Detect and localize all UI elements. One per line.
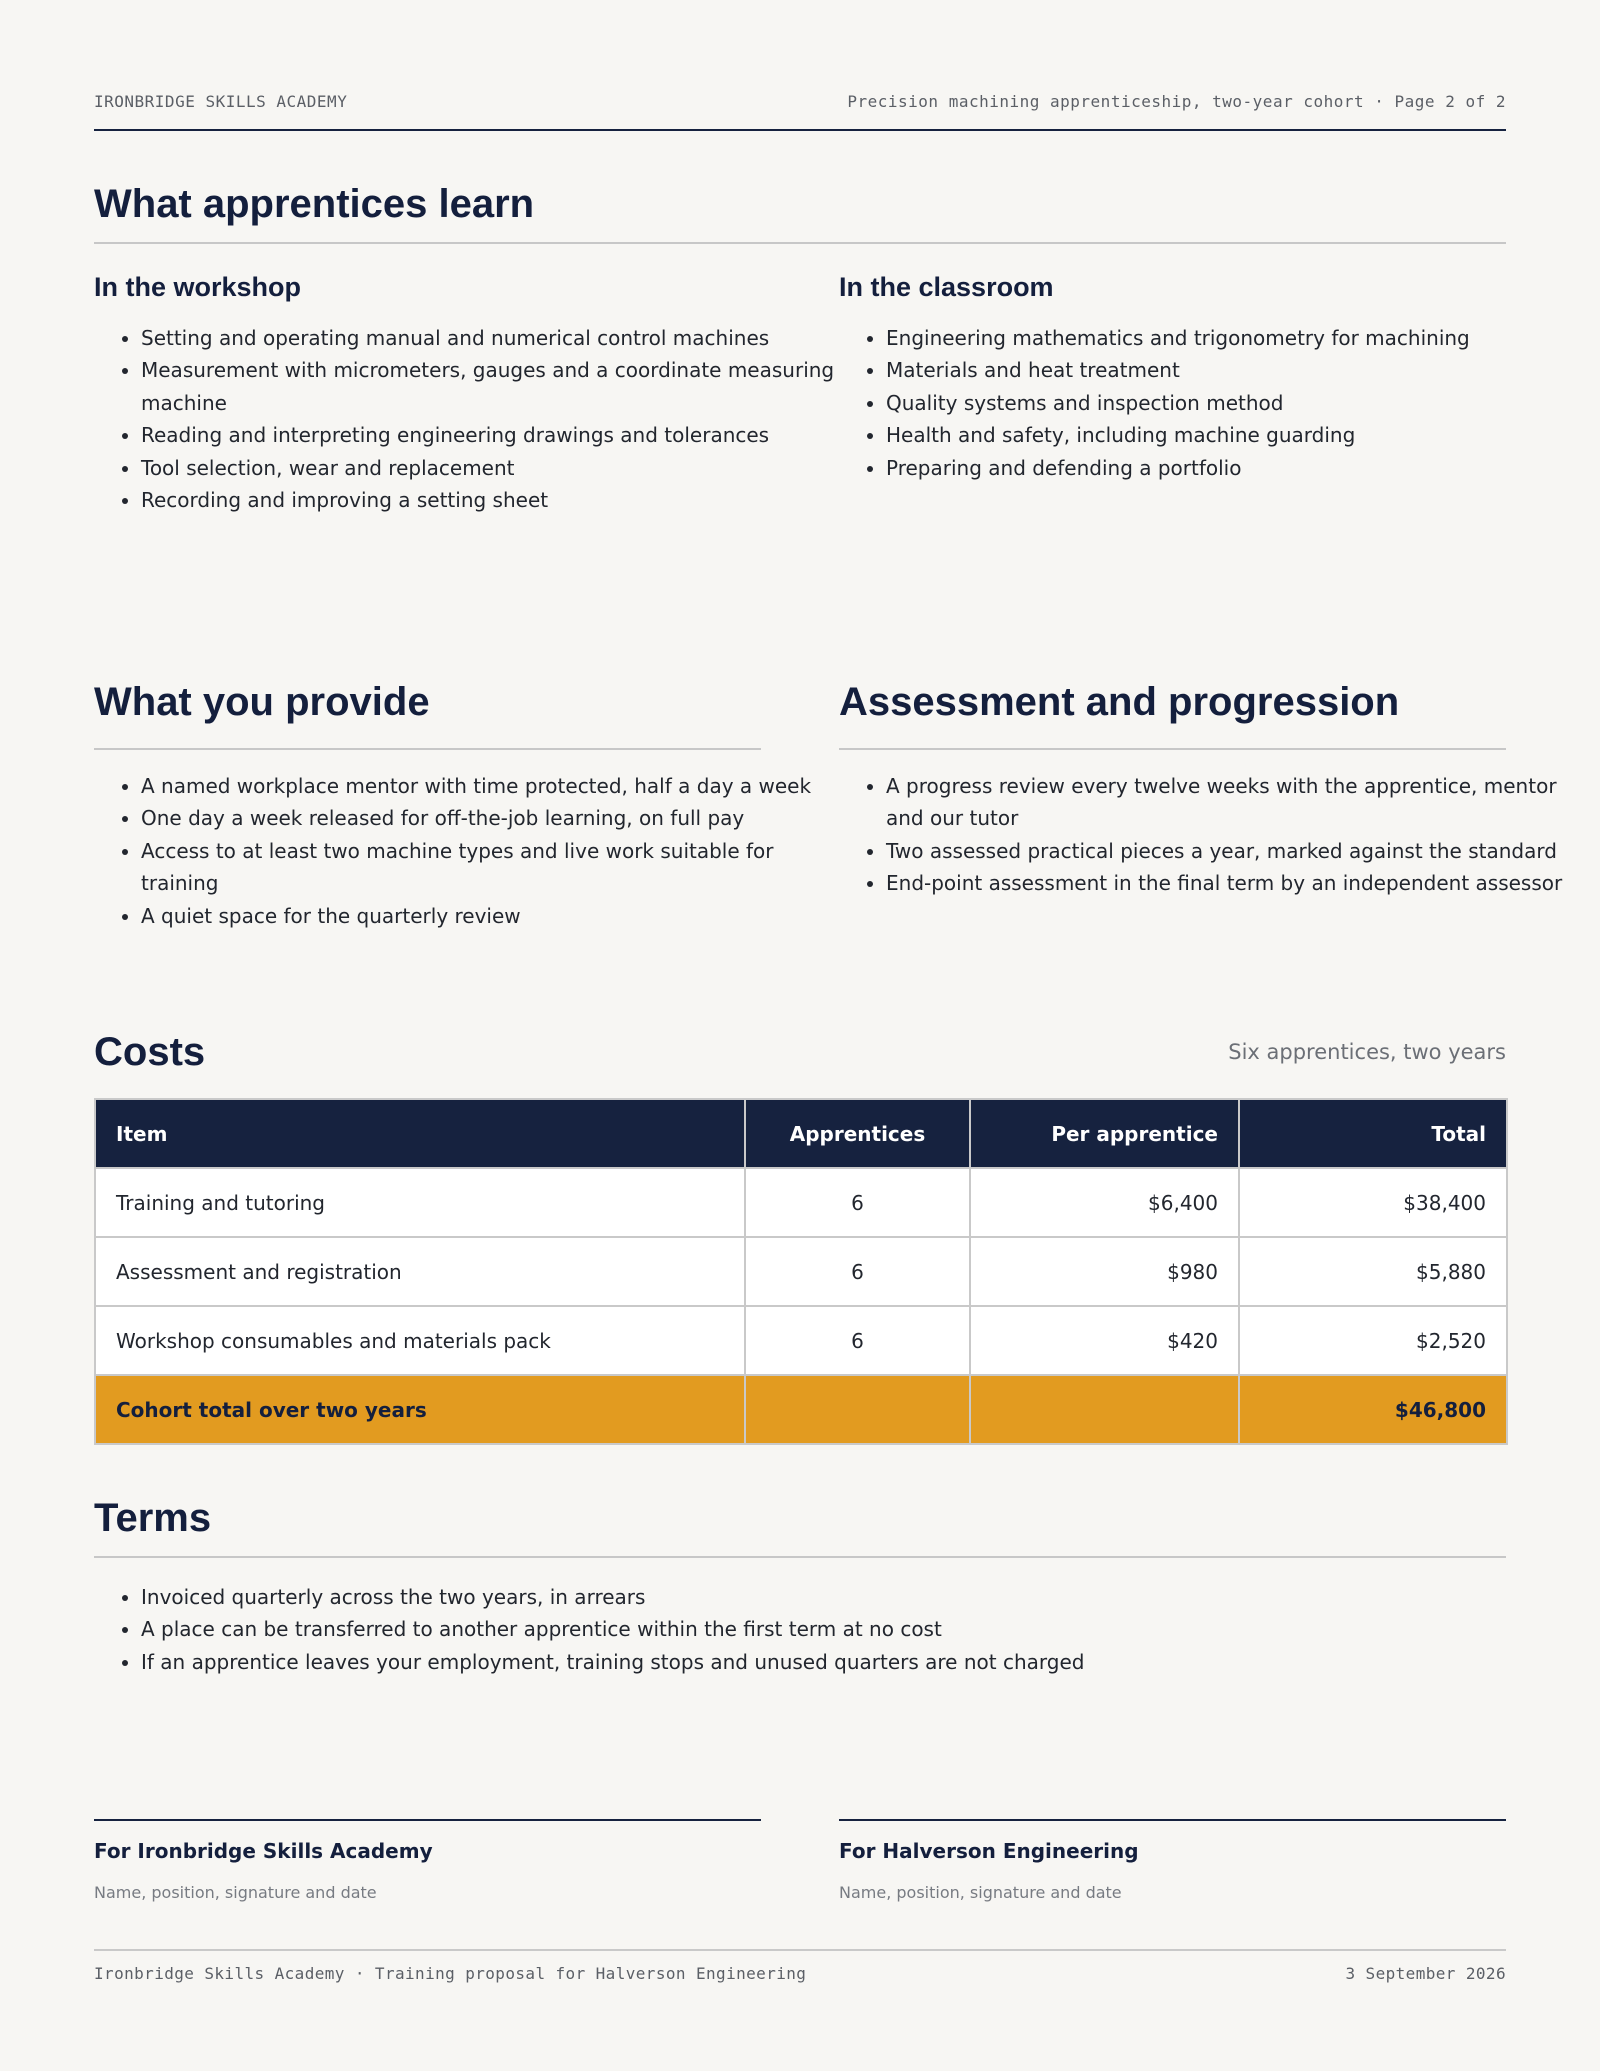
workshop-title: In the workshop xyxy=(94,272,302,302)
list-item: • Tool selection, wear and replacement xyxy=(141,452,841,484)
total-label: Cohort total over two years xyxy=(95,1375,745,1444)
list-item: • If an apprentice leaves your employment, training stops and unused quarters are not charged xyxy=(141,1646,1541,1678)
provide-list xyxy=(94,770,841,932)
cell-apprentices: 6 xyxy=(745,1306,970,1375)
list-item: • A quiet space for the quarterly review xyxy=(141,900,841,932)
list-item: • Invoiced quarterly across the two years, in arrears xyxy=(141,1581,1541,1613)
list-item: • Materials and heat treatment xyxy=(886,354,1586,386)
footer-rule xyxy=(94,1949,1506,1951)
table-row xyxy=(95,1237,1507,1306)
col-header-apprentices: Apprentices xyxy=(745,1099,970,1168)
total-empty-cell xyxy=(745,1375,970,1444)
list-item: • A progress review every twelve weeks with the apprentice, mentor and our tutor xyxy=(886,770,1586,835)
signature-line xyxy=(839,1819,1506,1821)
list-item: • A place can be transferred to another apprentice within the first term at no cost xyxy=(141,1613,1541,1645)
signature-party: For Ironbridge Skills Academy xyxy=(94,1839,433,1863)
list-item: • Setting and operating manual and numerical control machines xyxy=(141,322,841,354)
assessment-title: Assessment and progression xyxy=(839,680,1400,724)
list-item: • End-point assessment in the final term by an independent assessor xyxy=(886,867,1586,899)
signature-note: Name, position, signature and date xyxy=(94,1883,377,1902)
total-empty-cell xyxy=(970,1375,1239,1444)
costs-note: Six apprentices, two years xyxy=(1228,1040,1506,1064)
list-item: • Health and safety, including machine guarding xyxy=(886,419,1586,451)
list-item: • Engineering mathematics and trigonometry for machining xyxy=(886,322,1586,354)
cell-item: Assessment and registration xyxy=(95,1237,745,1306)
table-header-row xyxy=(95,1099,1507,1168)
terms-rule xyxy=(94,1556,1506,1558)
cell-per-apprentice: $980 xyxy=(970,1237,1239,1306)
provide-rule xyxy=(94,748,761,750)
provide-title: What you provide xyxy=(94,680,430,724)
terms-title: Terms xyxy=(94,1496,212,1540)
learn-rule xyxy=(94,242,1506,244)
assessment-list xyxy=(839,770,1586,900)
total-value: $46,800 xyxy=(1239,1375,1507,1444)
list-item: • Preparing and defending a portfolio xyxy=(886,452,1586,484)
footer-date: 3 September 2026 xyxy=(1345,1964,1506,1983)
signature-note: Name, position, signature and date xyxy=(839,1883,1122,1902)
cell-total: $2,520 xyxy=(1239,1306,1507,1375)
terms-list xyxy=(94,1581,1541,1678)
cell-per-apprentice: $420 xyxy=(970,1306,1239,1375)
list-item: • One day a week released for off-the-job learning, on full pay xyxy=(141,802,841,834)
table-total-row xyxy=(95,1375,1507,1444)
table-row xyxy=(95,1168,1507,1237)
costs-table xyxy=(94,1098,1508,1445)
table-row xyxy=(95,1306,1507,1375)
page-header xyxy=(94,88,1506,131)
signature-party: For Halverson Engineering xyxy=(839,1839,1139,1863)
list-item: • Measurement with micrometers, gauges and a coordinate measuring machine xyxy=(141,354,841,419)
cell-per-apprentice: $6,400 xyxy=(970,1168,1239,1237)
footer-left: Ironbridge Skills Academy · Training proposal for Halverson Engineering xyxy=(94,1964,807,1983)
classroom-title: In the classroom xyxy=(839,272,1054,302)
cell-item: Training and tutoring xyxy=(95,1168,745,1237)
header-doc-info: Precision machining apprenticeship, two-year cohort · Page 2 of 2 xyxy=(847,92,1506,111)
list-item: • Reading and interpreting engineering drawings and tolerances xyxy=(141,419,841,451)
header-org: IRONBRIDGE SKILLS ACADEMY xyxy=(94,92,348,111)
assessment-rule xyxy=(839,748,1506,750)
list-item: • Quality systems and inspection method xyxy=(886,387,1586,419)
cell-total: $38,400 xyxy=(1239,1168,1507,1237)
col-header-total: Total xyxy=(1239,1099,1507,1168)
cell-apprentices: 6 xyxy=(745,1168,970,1237)
cell-total: $5,880 xyxy=(1239,1237,1507,1306)
col-header-per-apprentice: Per apprentice xyxy=(970,1099,1239,1168)
cell-apprentices: 6 xyxy=(745,1237,970,1306)
learn-title: What apprentices learn xyxy=(94,182,535,226)
col-header-item: Item xyxy=(95,1099,745,1168)
list-item: • A named workplace mentor with time protected, half a day a week xyxy=(141,770,841,802)
list-item: • Two assessed practical pieces a year, marked against the standard xyxy=(886,835,1586,867)
list-item: • Access to at least two machine types and live work suitable for training xyxy=(141,835,841,900)
costs-title: Costs xyxy=(94,1030,206,1074)
cell-item: Workshop consumables and materials pack xyxy=(95,1306,745,1375)
classroom-list xyxy=(839,322,1586,484)
workshop-list xyxy=(94,322,841,516)
signature-line xyxy=(94,1819,761,1821)
list-item: • Recording and improving a setting sheet xyxy=(141,484,841,516)
